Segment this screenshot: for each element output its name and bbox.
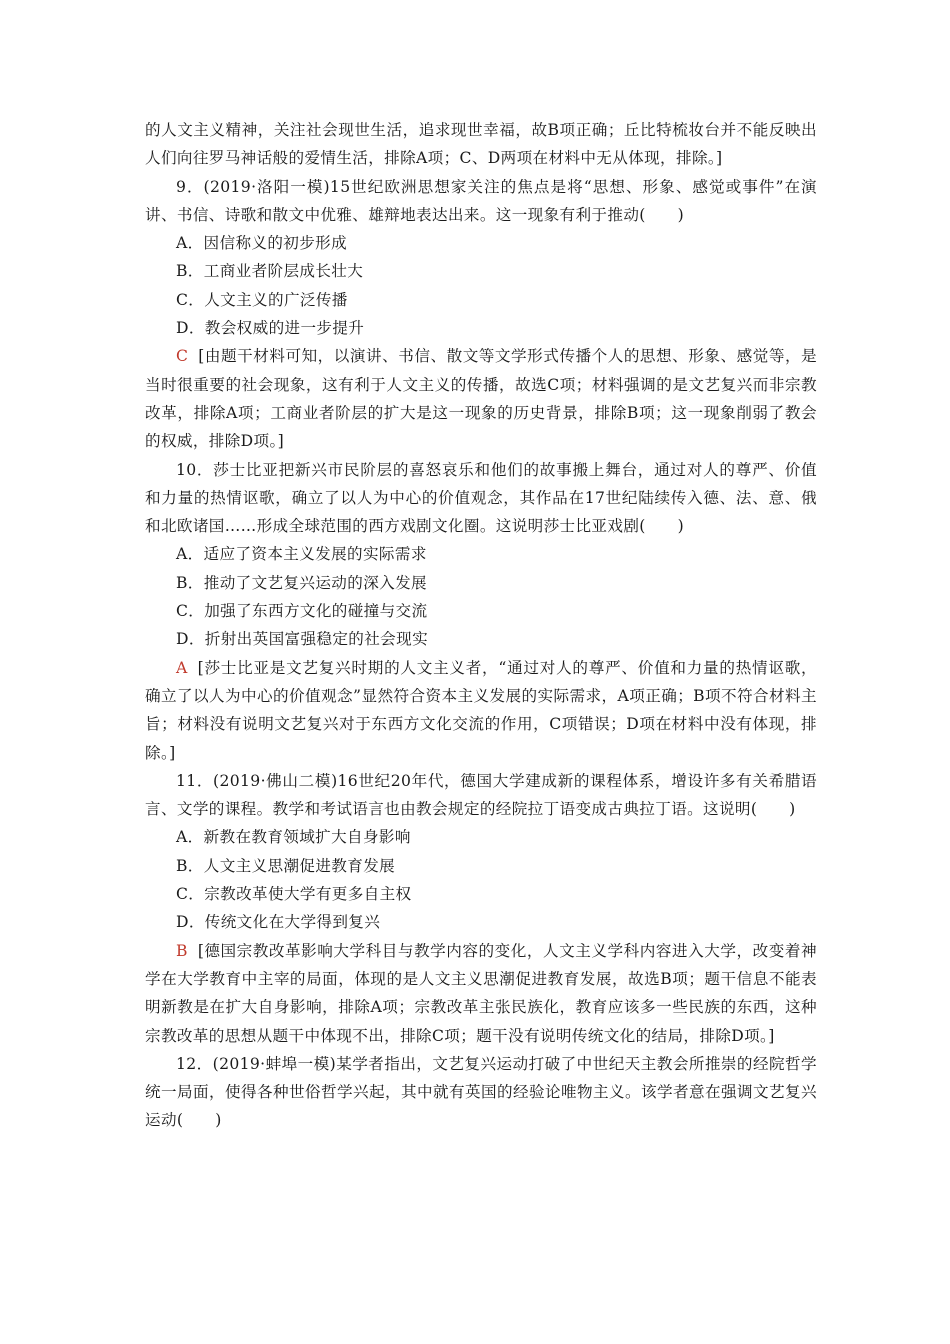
option-c: C．加强了东西方文化的碰撞与交流: [176, 602, 428, 621]
question-12: [145, 1050, 817, 1135]
option-d: D．教会权威的进一步提升: [176, 319, 365, 338]
explanation-text: [德国宗教改革影响大学科目与教学内容的变化，人文主义学科内容进入大学，改变着神学在大学教育中主宰的局面，体现的是人文主义思潮促进教育发展，故选B项；题干信息不能表明新教是在扩大自身影响，排除A项；宗教改革主张民族化，教育应该多一些民族的东西，这种宗教改革的思想从题干中体现不出，排除C项；题干没有说明传统文化的结局，排除D项。]: [145, 941, 817, 1045]
option-a: A．适应了资本主义发展的实际需求: [176, 545, 427, 564]
option-d: D．折射出英国富强稳定的社会现实: [176, 630, 429, 649]
option-c: C．人文主义的广泛传播: [176, 290, 348, 309]
option-b: B．推动了文艺复兴运动的深入发展: [176, 573, 427, 592]
question-10: [145, 456, 817, 767]
question-stem: 9．(2019·洛阳一模)15世纪欧洲思想家关注的焦点是将“思想、形象、感觉或事件”在演讲、书信、诗歌和散文中优雅、雄辩地表达出来。这一现象有利于推动( ): [145, 177, 817, 224]
answer-letter: B: [176, 941, 188, 960]
question-stem: 10．莎士比亚把新兴市民阶层的喜怒哀乐和他们的故事搬上舞台，通过对人的尊严、价值和力量的热情讴歌，确立了以人为中心的价值观念，其作品在17世纪陆续传入德、法、意、俄和北欧诸国……形成全球范围的西方戏剧文化圈。这说明莎士比亚戏剧( ): [145, 460, 817, 536]
option-a: A．新教在教育领域扩大自身影响: [176, 828, 411, 847]
explanation-text: [莎士比亚是文艺复兴时期的人文主义者，“通过对人的尊严、价值和力量的热情讴歌，确立了以人为中心的价值观念”显然符合资本主义发展的实际需求，A项正确；B项不符合材料主旨；材料没有说明文艺复兴对于东西方文化交流的作用，C项错误；D项在材料中没有体现，排除。]: [145, 658, 817, 762]
intro-paragraph: 的人文主义精神，关注社会现世生活，追求现世幸福，故B项正确；丘比特梳妆台并不能反映出人们向往罗马神话般的爱情生活，排除A项；C、D两项在材料中无从体现，排除。]: [145, 121, 817, 168]
answer-letter: A: [176, 658, 188, 677]
option-d: D．传统文化在大学得到复兴: [176, 913, 381, 932]
document-page: [145, 116, 817, 1135]
option-a: A．因信称义的初步形成: [176, 234, 348, 253]
answer-letter: C: [176, 347, 189, 366]
option-b: B．工商业者阶层成长壮大: [176, 262, 364, 281]
question-11: [145, 767, 817, 1050]
answer-explanation: [145, 342, 817, 455]
answer-explanation: [145, 654, 817, 767]
question-9: [145, 173, 817, 456]
option-c: C．宗教改革使大学有更多自主权: [176, 885, 412, 904]
question-stem: 12．(2019·蚌埠一模)某学者指出，文艺复兴运动打破了中世纪天主教会所推崇的经院哲学统一局面，使得各种世俗哲学兴起，其中就有英国的经验论唯物主义。该学者意在强调文艺复兴运动( ): [145, 1054, 817, 1130]
question-stem: 11．(2019·佛山二模)16世纪20年代，德国大学建成新的课程体系，增设许多有关希腊语言、文学的课程。教学和考试语言也由教会规定的经院拉丁语变成古典拉丁语。这说明( ): [145, 771, 817, 819]
answer-explanation: [145, 937, 817, 1050]
option-b: B．人文主义思潮促进教育发展: [176, 856, 396, 875]
explanation-text: [由题干材料可知，以演讲、书信、散文等文学形式传播个人的思想、形象、感觉等，是当时很重要的社会现象，这有利于人文主义的传播，故选C项；材料强调的是文艺复兴而非宗教改革，排除A项；工商业者阶层的扩大是这一现象的历史背景，排除B项；这一现象削弱了教会的权威，排除D项。]: [145, 347, 817, 451]
